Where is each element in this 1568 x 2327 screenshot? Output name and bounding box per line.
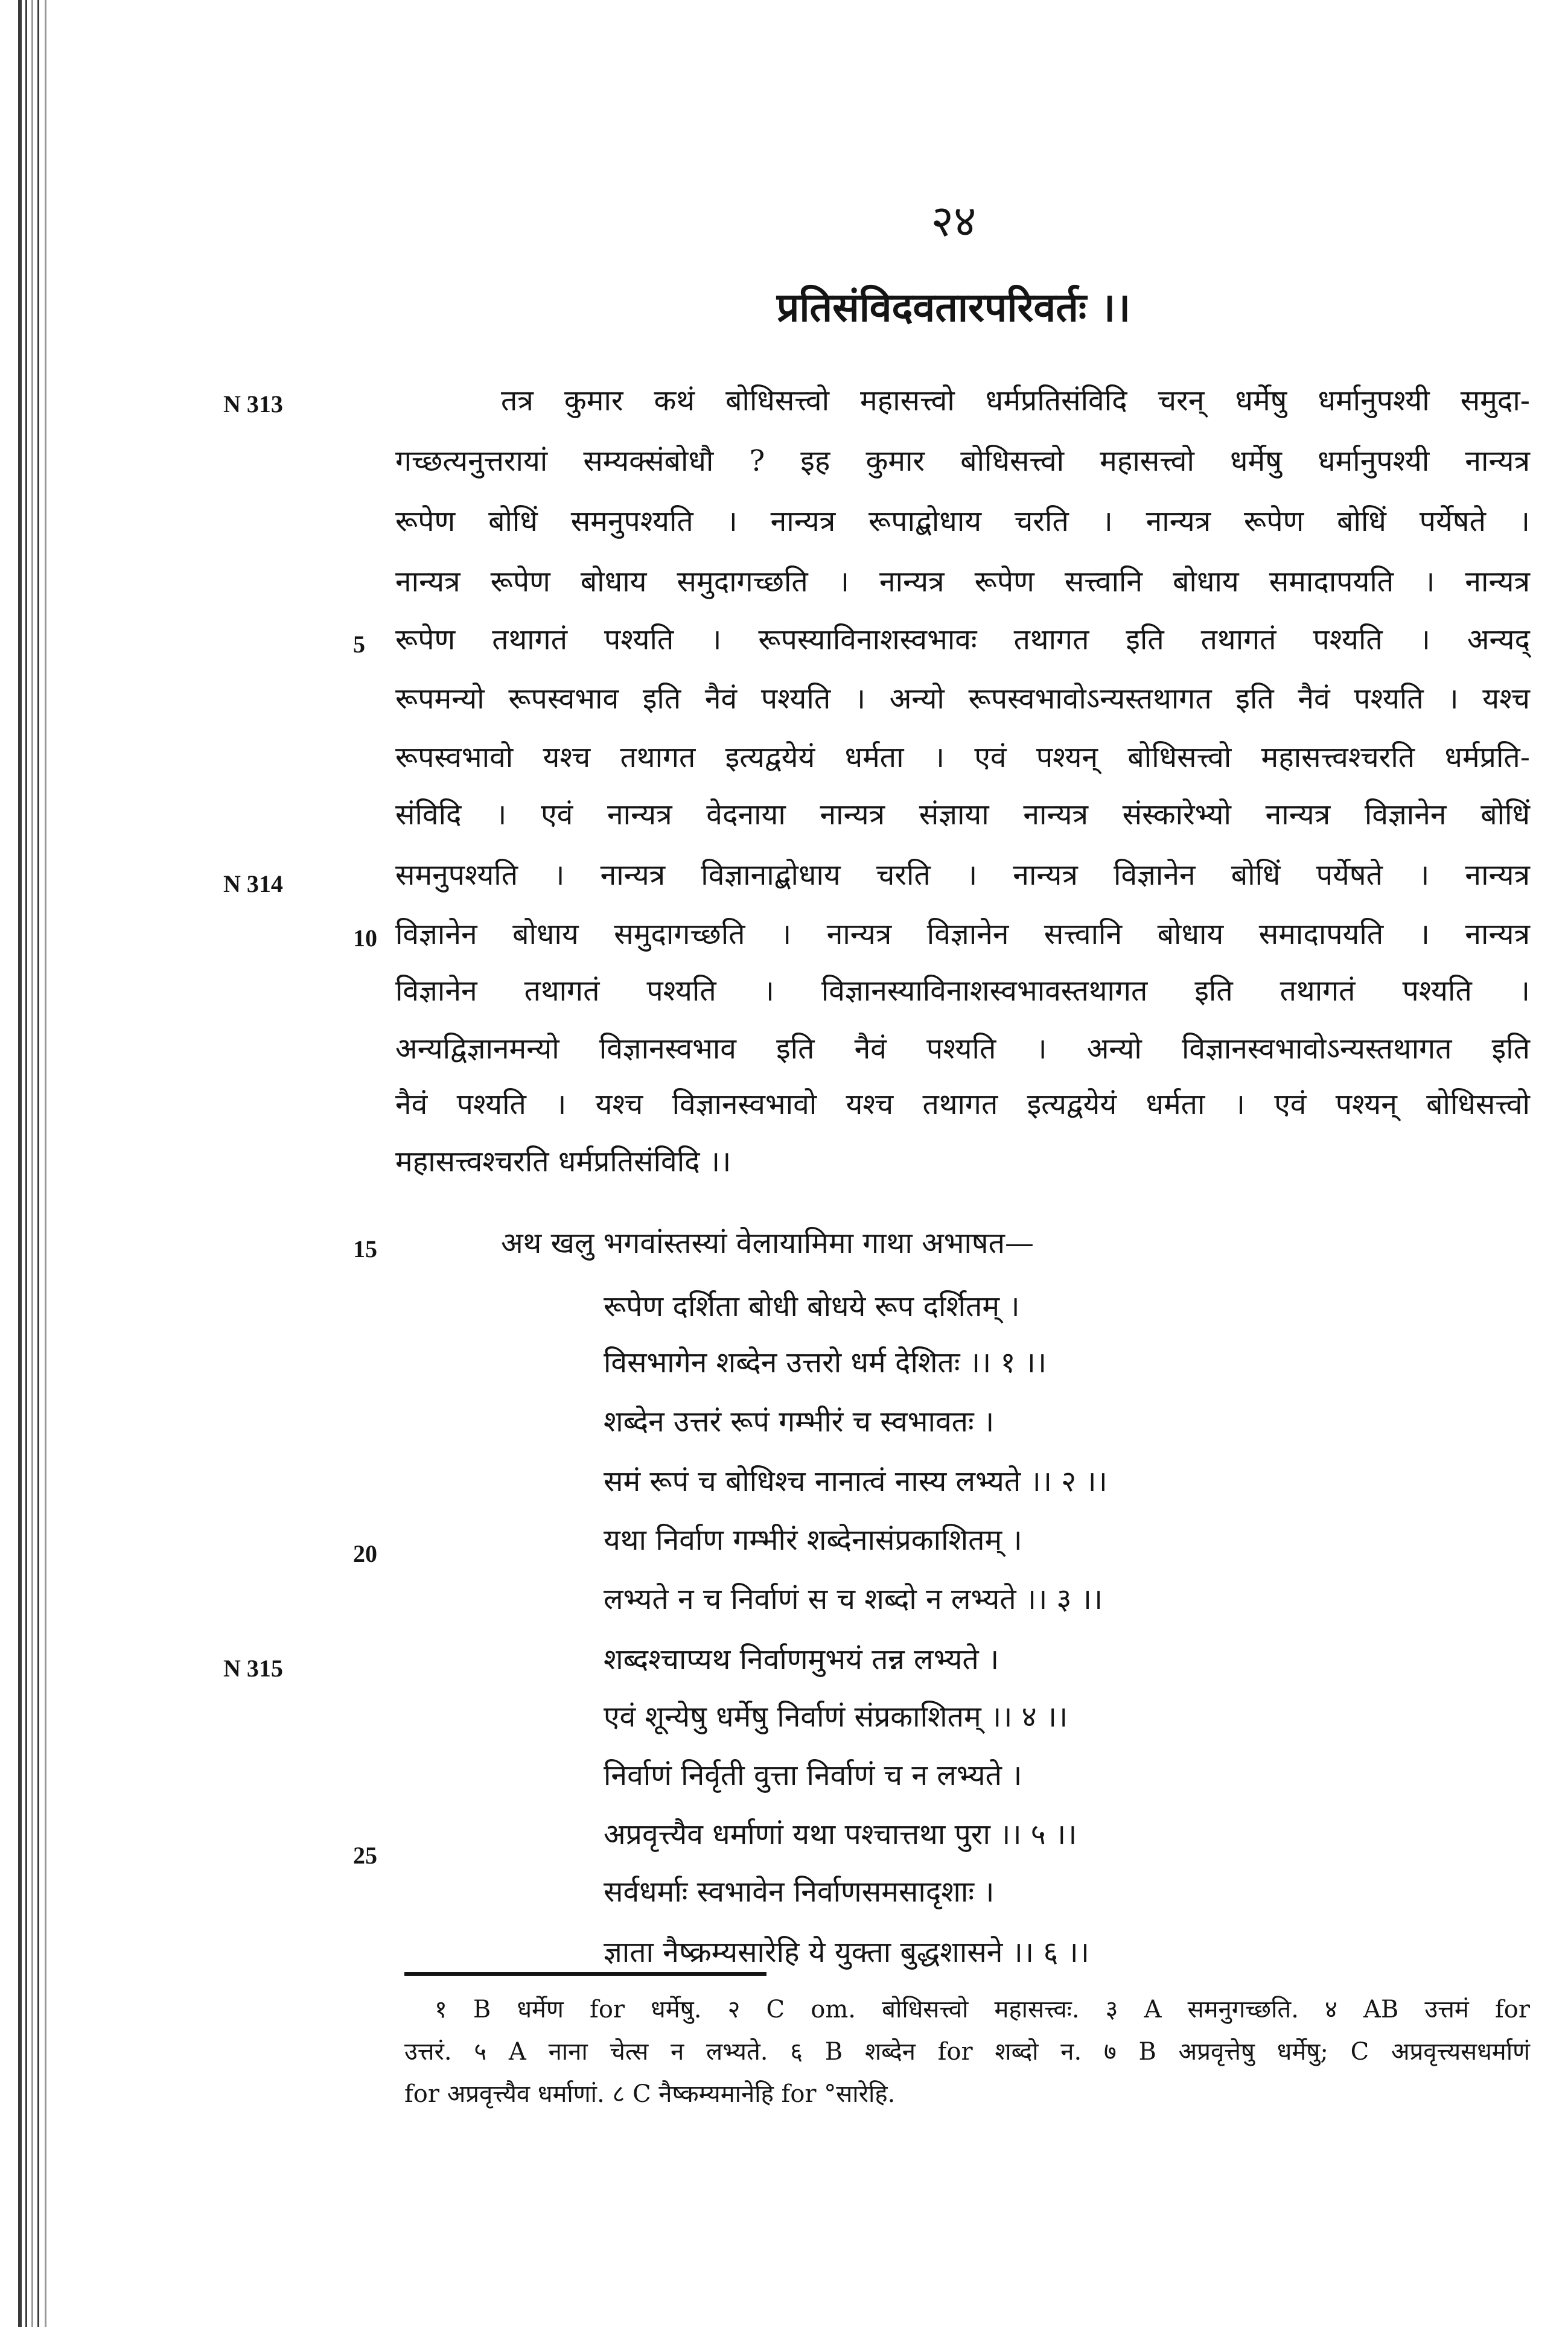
prose-line: समनुपश्यति । नान्यत्र विज्ञानाद्बोधाय चरति । नान्यत्र विज्ञानेन बोधिं पर्येषते । नान्यत्र bbox=[395, 858, 1530, 892]
verse-line: रूपेण दर्शिता बोधी बोधये रूप दर्शितम् । bbox=[604, 1290, 1020, 1323]
footnote-line: for अप्रवृत्त्यैव धर्माणां. ८ C नैष्कम्यमानेहि for °सारेहि. bbox=[404, 2080, 896, 2108]
verse-line: शब्दश्चाप्यथ निर्वाणमुभयं तन्न लभ्यते । bbox=[604, 1643, 999, 1676]
binding-edge bbox=[31, 0, 33, 2327]
chapter-title: प्रतिसंविदवतारपरिवर्तः ।। bbox=[776, 284, 1131, 331]
verse-line: एवं शून्येषु धर्मेषु निर्वाणं संप्रकाशितम् ।। ४ ।। bbox=[604, 1700, 1068, 1734]
prose-line: तत्र कुमार कथं बोधिसत्त्वो महासत्त्वो धर्मप्रतिसंविदि चरन् धर्मेषु धर्मानुपश्यी समुदा- bbox=[501, 384, 1530, 418]
prose-line: नान्यत्र रूपेण बोधाय समुदागच्छति । नान्यत्र रूपेण सत्त्वानि बोधाय समादापयति । नान्यत्र bbox=[395, 565, 1530, 599]
margin-reference: N 313 bbox=[223, 390, 283, 418]
line-number: 10 bbox=[353, 925, 377, 952]
prose-line: रूपस्वभावो यश्च तथागत इत्यद्वयेयं धर्मता । एवं पश्यन् बोधिसत्त्वो महासत्त्वश्चरति धर्मप्रति- bbox=[395, 740, 1530, 774]
footnote-rule bbox=[404, 1972, 766, 1976]
gatha-intro: अथ खलु भगवांस्तस्यां वेलायामिमा गाथा अभाषत— bbox=[501, 1226, 1034, 1260]
verse-line: ज्ञाता नैष्क्रम्यसारेहि ये युक्ता बुद्धशासने ।। ६ ।। bbox=[604, 1935, 1089, 1969]
verse-line: अप्रवृत्त्यैव धर्माणां यथा पश्चात्तथा पुरा ।। ५ ।। bbox=[604, 1818, 1077, 1851]
prose-line: नैवं पश्यति । यश्च विज्ञानस्वभावो यश्च तथागत इत्यद्वयेयं धर्मता । एवं पश्यन् बोधिसत्त्वो bbox=[395, 1087, 1530, 1121]
page-number: २४ bbox=[931, 196, 977, 246]
line-number: 25 bbox=[353, 1842, 377, 1869]
line-number: 20 bbox=[353, 1540, 377, 1567]
verse-line: यथा निर्वाण गम्भीरं शब्देनासंप्रकाशितम् । bbox=[604, 1523, 1022, 1557]
verse-line: निर्वाणं निर्वृती वुत्ता निर्वाणं च न लभ्यते । bbox=[604, 1759, 1022, 1792]
footnote-line: १ B धर्मेण for धर्मेषु. २ C om. बोधिसत्त्वो महासत्त्वः. ३ A समनुगच्छति. ४ AB उत्तमं for bbox=[435, 1996, 1530, 2023]
prose-line: गच्छत्यनुत्तरायां सम्यक्संबोधौ ? इह कुमार बोधिसत्त्वो महासत्त्वो धर्मेषु धर्मानुपश्यी नान्यत्र bbox=[395, 444, 1530, 478]
margin-reference: N 315 bbox=[223, 1655, 283, 1682]
prose-line: रूपेण बोधिं समनुपश्यति । नान्यत्र रूपाद्बोधाय चरति । नान्यत्र रूपेण बोधिं पर्येषते । bbox=[395, 505, 1530, 538]
prose-line: विज्ञानेन बोधाय समुदागच्छति । नान्यत्र विज्ञानेन सत्त्वानि बोधाय समादापयति । नान्यत्र bbox=[395, 917, 1530, 951]
binding-edge bbox=[25, 0, 27, 2327]
binding-edge bbox=[45, 0, 46, 2327]
prose-line: संविदि । एवं नान्यत्र वेदनाया नान्यत्र संज्ञाया नान्यत्र संस्कारेभ्यो नान्यत्र विज्ञानेन बोधिं bbox=[395, 798, 1530, 832]
prose-line: महासत्त्वश्चरति धर्मप्रतिसंविदि ।। bbox=[395, 1145, 731, 1179]
line-number: 15 bbox=[353, 1235, 377, 1262]
prose-line: अन्यद्विज्ञानमन्यो विज्ञानस्वभाव इति नैवं पश्यति । अन्यो विज्ञानस्वभावोऽन्यस्तथागत इति bbox=[395, 1032, 1530, 1066]
verse-line: लभ्यते न च निर्वाणं स च शब्दो न लभ्यते ।। ३ ।। bbox=[604, 1582, 1103, 1616]
prose-line: विज्ञानेन तथागतं पश्यति । विज्ञानस्याविनाशस्वभावस्तथागत इति तथागतं पश्यति । bbox=[395, 974, 1530, 1008]
footnote-line: उत्तरं. ५ A नाना चेत्स न लभ्यते. ६ B शब्देन for शब्दो न. ७ B अप्रवृत्तेषु धर्मेषु; C अप्रवृत्त्यसधर्माणं bbox=[404, 2038, 1530, 2066]
binding-edge bbox=[18, 0, 22, 2327]
verse-line: सर्वधर्माः स्वभावेन निर्वाणसमसादृशाः । bbox=[604, 1875, 995, 1909]
line-number: 5 bbox=[353, 631, 365, 658]
verse-line: विसभागेन शब्देन उत्तरो धर्म देशितः ।। १ ।। bbox=[604, 1346, 1047, 1380]
verse-line: समं रूपं च बोधिश्च नानात्वं नास्य लभ्यते ।। २ ।। bbox=[604, 1465, 1107, 1498]
binding-edge bbox=[37, 0, 39, 2327]
prose-line: रूपेण तथागतं पश्यति । रूपस्याविनाशस्वभावः तथागत इति तथागतं पश्यति । अन्यद् bbox=[395, 623, 1530, 657]
prose-line: रूपमन्यो रूपस्वभाव इति नैवं पश्यति । अन्यो रूपस्वभावोऽन्यस्तथागत इति नैवं पश्यति । यश्च bbox=[395, 682, 1530, 716]
margin-reference: N 314 bbox=[223, 870, 283, 897]
verse-line: शब्देन उत्तरं रूपं गम्भीरं च स्वभावतः । bbox=[604, 1405, 995, 1439]
